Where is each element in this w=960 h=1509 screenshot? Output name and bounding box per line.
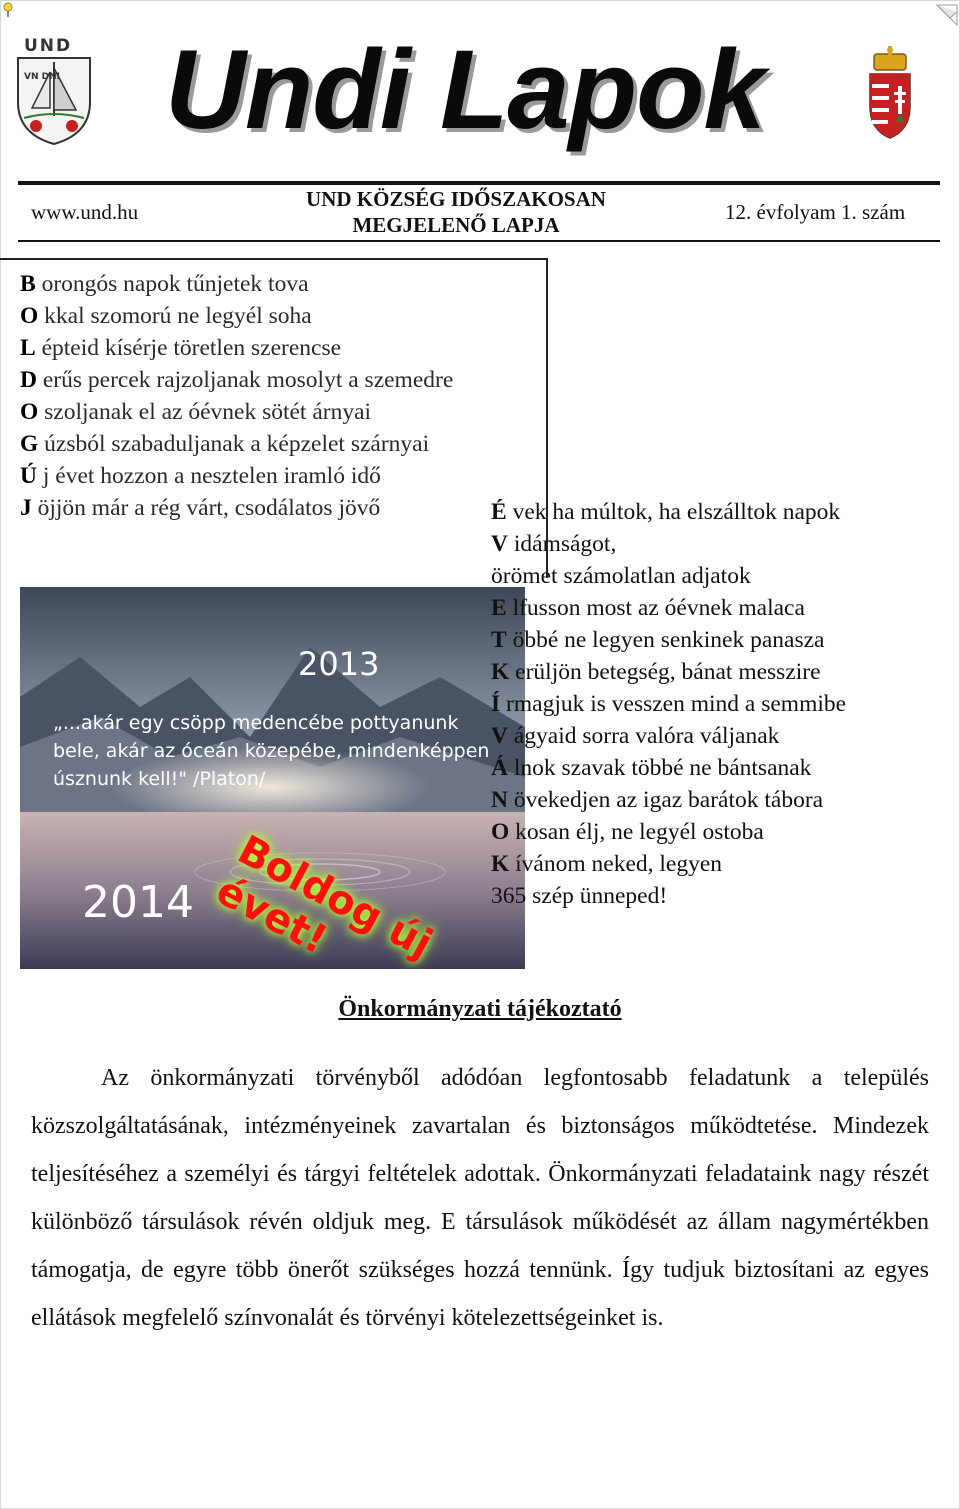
issue-number: 12. évfolyam 1. szám [725, 200, 906, 224]
village-crest-logo [14, 38, 94, 146]
masthead-subtitle: UND KÖZSÉG IDŐSZAKOSAN MEGJELENŐ LAPJA [306, 187, 606, 237]
poem-line: K erüljön betegség, bánat messzire [491, 659, 821, 685]
year-2013-label: 2013 [298, 645, 380, 683]
year-2014-label: 2014 [82, 877, 194, 928]
poem-line: örömet számolatlan adjatok [491, 563, 751, 589]
header-rule-bottom [18, 240, 940, 242]
poem-line: T öbbé ne legyen senkinek panasza [491, 627, 825, 653]
poem-line: D erűs percek rajzoljanak mosolyt a szemedre [20, 367, 454, 393]
poem-line: V ágyaid sorra valóra váljanak [491, 723, 780, 749]
poem-line: Í rmagjuk is vesszen mind a semmibe [491, 691, 847, 717]
masthead-title: Undi Lapok [165, 27, 765, 152]
poem-line: K ívánom neked, legyen [491, 851, 723, 877]
acrostic-poem-bold [20, 268, 453, 524]
poem-line: Ú j évet hozzon a nesztelen iramló idő [20, 463, 381, 489]
poem-line: L épteid kísérje töretlen szerencse [20, 335, 342, 361]
new-year-greeting-image [20, 587, 525, 969]
plato-quote: „...akár egy csöpp medencébe pottyanunk bele, akár az óceán közepébe, mindenképpen úsznunk kell!" /Platon/ [53, 712, 490, 790]
website-link[interactable]: www.und.hu [31, 200, 139, 224]
header-rule-top [18, 181, 940, 185]
poem-line: G úzsból szabaduljanak a képzelet szárnyai [20, 431, 430, 457]
poem-line: O kkal szomorú ne legyél soha [20, 303, 312, 329]
crest-banner-text: VN DNI [24, 72, 60, 82]
page-curl-icon [936, 4, 958, 26]
happy-new-year-text: Boldog új évet! [208, 827, 440, 968]
crest-text: UND [24, 36, 73, 56]
poem-line: O kosan élj, ne legyél ostoba [491, 819, 764, 845]
poem-line: E lfusson most az óévnek malaca [491, 595, 805, 621]
article-heading: Önkormányzati tájékoztató [338, 996, 622, 1022]
poem-line: B orongós napok tűnjetek tova [20, 271, 309, 297]
poem-line: V idámságot, [491, 531, 617, 557]
article-paragraph: Az önkormányzati törvényből adódóan legfontosabb feladatunk a település közszolgáltatásának, intézményeinek zavartalan és biztonságos működtetése. Mindezek teljesítéséhez a személyi és tárgyi feltételek adottak. Önkormányzati feladataink nagy részét különböző társulások révén oldjuk meg. E társulások működését az állam nagymértékben támogatja, de egyre több önerőt szükséges hozzá tennünk. Így tudjuk biztosítani az egyes ellátások megfelelő színvonalát és törvényi kötelezettségeinket is. [31, 1065, 929, 1331]
pushpin-icon [2, 2, 14, 18]
acrostic-poem-second [491, 496, 846, 912]
poem-line: O szoljanak el az óévnek sötét árnyai [20, 399, 372, 425]
poem-line: 365 szép ünneped! [491, 883, 668, 909]
hungarian-coat-of-arms-logo [866, 46, 914, 140]
poem-line: N övekedjen az igaz barátok tábora [491, 787, 824, 813]
poem-line: É vek ha múltok, ha elszálltok napok [491, 499, 841, 525]
poem-line: J öjjön már a rég várt, csodálatos jövő [20, 495, 381, 521]
poem-line: Á lnok szavak többé ne bántsanak [491, 755, 812, 781]
